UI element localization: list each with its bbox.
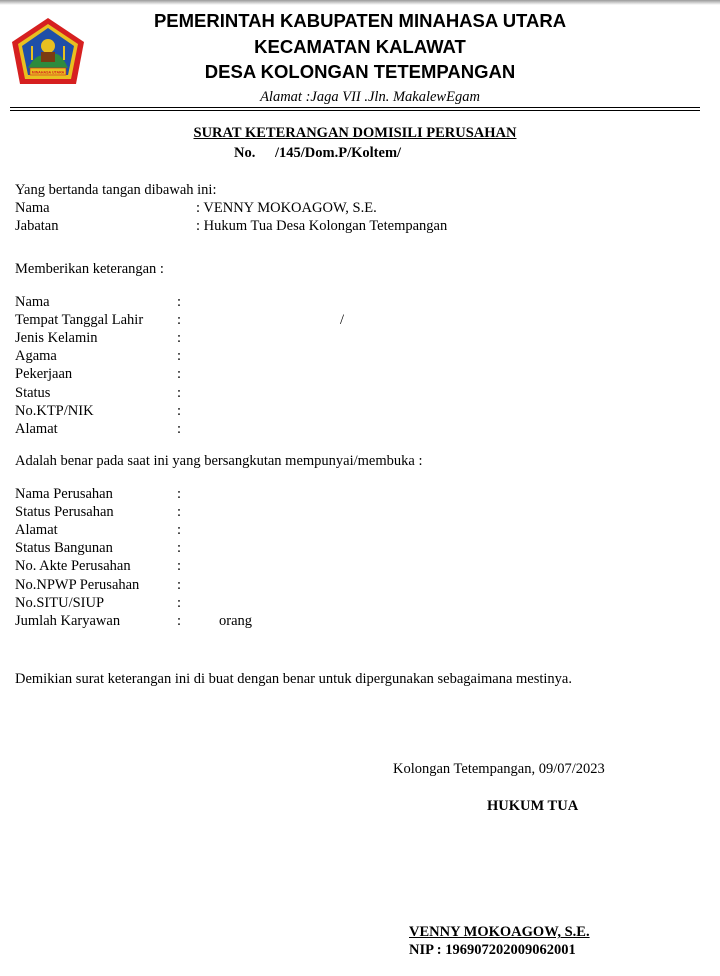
company-field-colon: :	[177, 522, 182, 538]
header-divider	[10, 107, 700, 108]
closing-statement: Demikian surat keterangan ini di buat dengan benar untuk dipergunakan sebagaimana mestinya.	[15, 671, 572, 687]
company-field-colon: :	[177, 558, 182, 574]
subject-field-label: Alamat	[15, 421, 58, 437]
subject-field-label: Pekerjaan	[15, 366, 73, 382]
place-and-date: Kolongan Tetempangan, 09/07/2023	[393, 761, 605, 777]
signer-nip: NIP : 196907202009062001	[409, 942, 576, 958]
company-field-label: Status Perusahan	[15, 504, 114, 520]
company-field-label: Nama Perusahan	[15, 486, 113, 502]
subject-field-colon: :	[177, 294, 182, 310]
company-intro: Adalah benar pada saat ini yang bersangkutan mempunyai/membuka :	[15, 453, 423, 469]
company-field-colon: :	[177, 577, 182, 593]
subject-field-label: Tempat Tanggal Lahir	[15, 312, 144, 328]
subject-field-colon: :	[177, 366, 182, 382]
subject-field-colon: :	[177, 330, 182, 346]
government-name: PEMERINTAH KABUPATEN MINAHASA UTARA	[153, 10, 567, 31]
employee-count-unit: orang	[219, 613, 253, 629]
subject-field-colon: :	[177, 403, 182, 419]
company-field-colon: :	[177, 486, 182, 502]
company-field-colon: :	[177, 504, 182, 520]
signer-intro: Yang bertanda tangan dibawah ini:	[15, 182, 217, 198]
office-address: Alamat :Jaga VII .Jln. MakalewEgam	[260, 89, 480, 105]
svg-text:MINAHASA UTARA: MINAHASA UTARA	[31, 70, 65, 75]
company-field-colon: :	[177, 540, 182, 556]
company-field-colon: :	[177, 613, 182, 629]
subject-field-label: Status	[15, 385, 51, 401]
company-field-label: Status Bangunan	[15, 540, 113, 556]
company-field-label: Jumlah Karyawan	[15, 613, 121, 629]
subject-field-label: Agama	[15, 348, 57, 364]
subject-field-colon: :	[177, 385, 182, 401]
company-field-label: Alamat	[15, 522, 58, 538]
letter-number-value: /145/Dom.P/Koltem/	[275, 145, 402, 161]
signer-position-value: : Hukum Tua Desa Kolongan Tetempangan	[196, 218, 448, 234]
signer-name-value: : VENNY MOKOAGOW, S.E.	[196, 200, 377, 216]
signer-name: VENNY MOKOAGOW, S.E.	[409, 924, 590, 940]
signer-position-label: Jabatan	[15, 218, 59, 234]
header-divider-secondary	[10, 110, 700, 111]
subject-field-label: No.KTP/NIK	[15, 403, 94, 419]
company-field-label: No.SITU/SIUP	[15, 595, 105, 611]
letter-number-label: No.	[234, 145, 256, 161]
top-edge-shadow	[0, 0, 720, 5]
letter-title: SURAT KETERANGAN DOMISILI PERUSAHAN	[193, 125, 517, 141]
signer-position-title: HUKUM TUA	[487, 798, 579, 814]
subject-field-colon: :	[177, 421, 182, 437]
village-name: DESA KOLONGAN TETEMPANGAN	[204, 61, 516, 82]
company-field-colon: :	[177, 595, 182, 611]
signer-name-label: Nama	[15, 200, 50, 216]
company-field-label: No.NPWP Perusahan	[15, 577, 140, 593]
birth-date-separator: /	[340, 312, 345, 328]
subject-field-colon: :	[177, 348, 182, 364]
subject-field-colon: :	[177, 312, 182, 328]
subject-field-label: Nama	[15, 294, 50, 310]
subject-field-label: Jenis Kelamin	[15, 330, 98, 346]
district-name: KECAMATAN KALAWAT	[254, 36, 466, 57]
subject-intro: Memberikan keterangan :	[15, 261, 164, 277]
company-field-label: No. Akte Perusahan	[15, 558, 131, 574]
